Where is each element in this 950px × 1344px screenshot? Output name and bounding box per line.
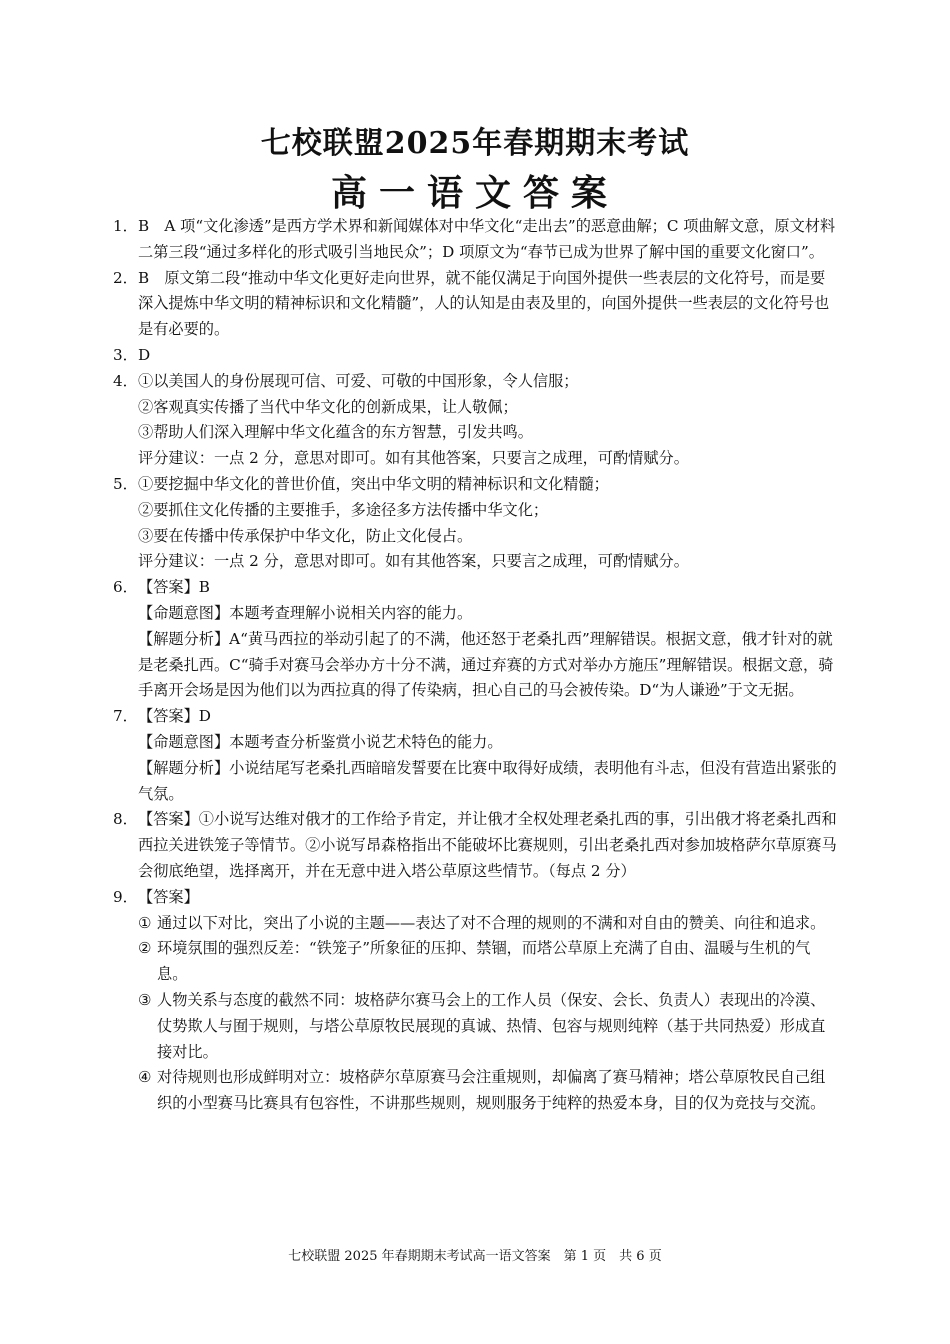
answer-item — [113, 885, 839, 1117]
answer-item — [113, 704, 839, 807]
point-text: 环境氛围的强烈反差：“铁笼子”所象征的压抑、禁锢，而塔公草原上充满了自由、温暖与生机的气息。 — [157, 939, 811, 984]
answer-number: 6． — [113, 578, 138, 597]
answer-line: 【答案】B — [138, 578, 210, 597]
answer-number: 3． — [113, 345, 138, 364]
answer-number: 5． — [113, 474, 138, 493]
answer-item — [113, 807, 839, 884]
answer-point — [138, 911, 839, 937]
page-footer: 七校联盟 2025 年春期期末考试高一语文答案 第 1 页 共 6 页 — [288, 1249, 662, 1264]
answer-number: 8． — [113, 810, 138, 829]
answer-line: ②要抓住文化传播的主要推手，多途径多方法传播中华文化； — [138, 500, 549, 519]
answer-line: D — [138, 345, 151, 364]
answer-point — [138, 1065, 839, 1117]
point-marker: ③ — [138, 990, 152, 1009]
answer-line: ①要挖掘中华文化的普世价值，突出中华文明的精神标识和文化精髓； — [138, 474, 609, 493]
answer-item — [113, 575, 839, 704]
answer-line: 【答案】①小说写达维对俄才的工作给予肯定，并让俄才全权处理老桑扎西的事，引出俄才将老桑扎西和西拉关进铁笼子等情节。②小说写昂森格指出不能破坏比赛规则，引出老桑扎西对参加坡格萨尔草原赛马会彻底绝望，选择离开，并在无意中进入塔公草原这些情节。（每点 2 分） — [138, 810, 837, 880]
point-marker: ② — [138, 939, 152, 958]
answer-item — [113, 369, 839, 472]
point-marker: ① — [138, 913, 152, 932]
answer-line: ①以美国人的身份展现可信、可爱、可敬的中国形象，令人信服； — [138, 371, 579, 390]
answer-line: ③要在传播中传承保护中华文化，防止文化侵占。 — [138, 526, 473, 545]
answer-number: 4． — [113, 371, 138, 390]
answer-line: 【命题意图】本题考查分析鉴赏小说艺术特色的能力。 — [138, 732, 503, 751]
answer-line: ②客观真实传播了当代中华文化的创新成果，让人敬佩； — [138, 397, 518, 416]
answer-point — [138, 988, 839, 1065]
answer-line: 【解题分析】A“黄马西拉的举动引起了的不满，他还怒于老桑扎西”理解错误。根据文意，俄才针对的就是老桑扎西。C“骑手对赛马会举办方十分不满，通过弃赛的方式对举办方施压”理解错误。根据文意，骑手离开会场是因为他们以为西拉真的得了传染病，担心自己的马会被传染。D“为人谦逊”于文无据。 — [138, 629, 834, 700]
answer-line: 【答案】D — [138, 707, 211, 726]
answer-item — [113, 214, 839, 266]
answer-number: 1． — [113, 217, 138, 235]
answer-item — [113, 472, 839, 575]
answer-line: 【命题意图】本题考查理解小说相关内容的能力。 — [138, 603, 473, 622]
exam-title: 七校联盟2025年春期期末考试 — [260, 126, 690, 161]
point-text: 对待规则也形成鲜明对立：坡格萨尔草原赛马会注重规则，却偏离了赛马精神；塔公草原牧民自己组织的小型赛马比赛具有包容性，不讲那些规则，规则服务于纯粹的热爱本身，目的仅为竞技与交流。 — [157, 1068, 826, 1113]
point-text: 通过以下对比，突出了小说的主题——表达了对不合理的规则的不满和对自由的赞美、向往和追求。 — [157, 913, 826, 932]
answer-number: 2． — [113, 268, 138, 287]
answer-item — [113, 266, 839, 343]
point-text: 人物关系与态度的截然不同：坡格萨尔赛马会上的工作人员（保安、会长、负责人）表现出的冷漠、仗势欺人与囿于规则，与塔公草原牧民展现的真诚、热情、包容与规则纯粹（基于共同热爱）形成直接对比。 — [157, 990, 826, 1061]
answer-number: 7． — [113, 707, 138, 726]
answer-list — [113, 214, 839, 1117]
answer-line: 评分建议：一点 2 分，意思对即可。如有其他答案，只要言之成理，可酌情赋分。 — [138, 552, 689, 571]
answer-number: 9． — [113, 887, 138, 906]
answer-line: B 原文第二段“推动中华文化更好走向世界，就不能仅满足于向国外提供一些表层的文化符号，而是要深入提炼中华文明的精神标识和文化精髓”，人的认知是由表及里的，向国外提供一些表层的文化符号也是有必要的。 — [138, 268, 830, 339]
answer-point — [138, 936, 839, 988]
answer-line: 【答案】 — [138, 887, 199, 906]
point-marker: ④ — [138, 1068, 152, 1087]
answer-line: B A 项“文化渗透”是西方学术界和新闻媒体对中华文化“走出去”的恶意曲解；C 项曲解文意，原文材料二第三段“通过多样化的形式吸引当地民众”；D 项原文为“春节已成为世界了解中国的重要文化窗口”。 — [138, 217, 836, 261]
answer-item — [113, 343, 839, 369]
answer-line: ③帮助人们深入理解中华文化蕴含的东方智慧，引发共鸣。 — [138, 423, 533, 442]
answer-line: 【解题分析】小说结尾写老桑扎西暗暗发誓要在比赛中取得好成绩，表明他有斗志，但没有营造出紧张的气氛。 — [138, 758, 837, 803]
answer-line: 评分建议：一点 2 分，意思对即可。如有其他答案，只要言之成理，可酌情赋分。 — [138, 449, 689, 468]
document-subtitle: 高一语文答案 — [330, 172, 619, 214]
